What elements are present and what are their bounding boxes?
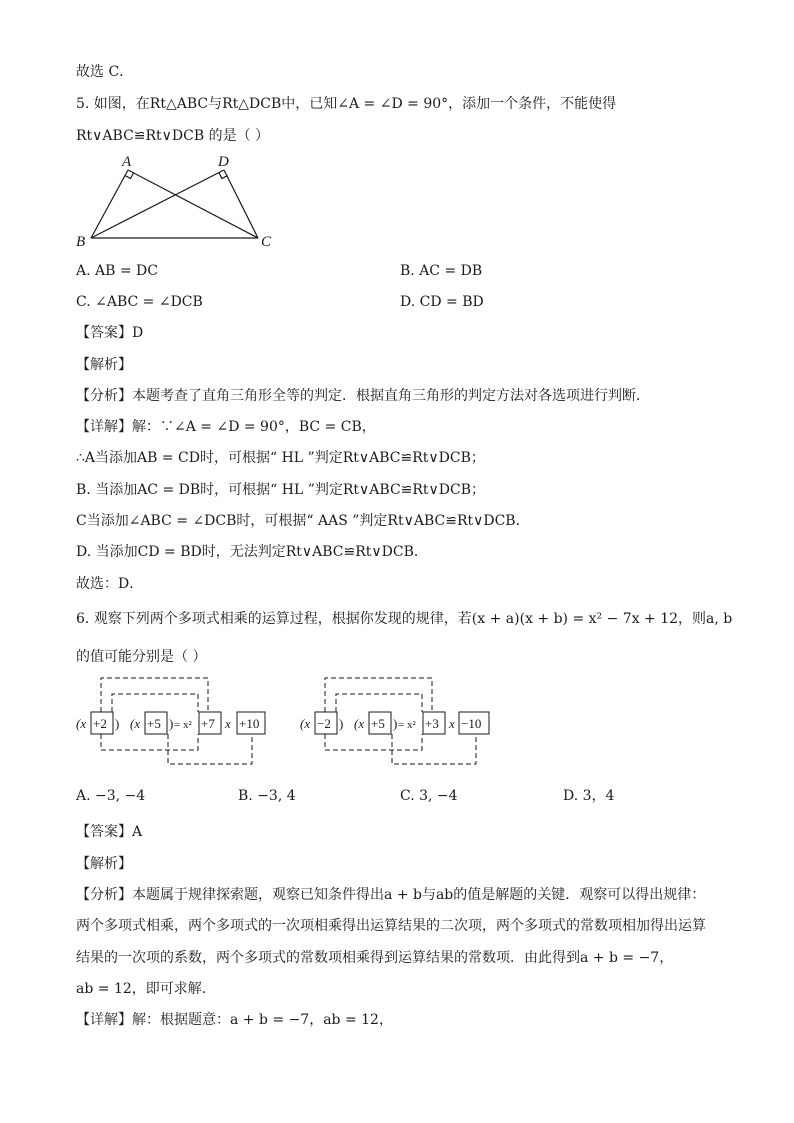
q5-detail-c: C当添加∠ABC = ∠DCB时，可根据“ AAS ”判定Rt∨ABC≌Rt∨DCB． (76, 513, 530, 529)
q6-option-b: B. −3, 4 (238, 788, 296, 804)
q5-conclusion: 故选：D． (76, 576, 144, 592)
vertex-label-B: B (76, 234, 86, 250)
svg-text:): ) (393, 716, 398, 731)
q6-option-a: A. −3, −4 (76, 788, 146, 804)
q6-right-figure (294, 672, 504, 772)
q5-answer: 【答案】D (76, 325, 144, 341)
q6-option-c: C. 3, −4 (400, 788, 458, 804)
svg-text:(x: (x (300, 716, 311, 731)
q5-detail: 【详解】解：∵∠A = ∠D = 90°，BC = CB， (76, 419, 376, 435)
svg-text:+5: +5 (147, 716, 161, 731)
q5-option-b: B. AC = DB (400, 263, 483, 279)
q6-answer: 【答案】A (76, 824, 143, 840)
q5-analysis: 【分析】本题考查了直角三角形全等的判定．根据直角三角形的判定方法对各选项进行判断． (76, 388, 650, 404)
svg-text:−10: −10 (461, 716, 482, 731)
q6-analysis-line2: 两个多项式相乘，两个多项式的一次项相乘得出运算结果的二次项，两个多项式的常数项相加得出运算 (76, 918, 706, 934)
svg-text:): ) (339, 716, 344, 731)
svg-text:+2: +2 (93, 716, 107, 731)
q6-analysis-line4: ab = 12，即可求解． (76, 981, 216, 997)
previous-conclusion: 故选 C． (76, 64, 134, 80)
q6-stem-line1: 6. 观察下列两个多项式相乘的运算过程，根据你发现的规律，若(x + a)(x + b) = x² − 7x + 12，则a, b (76, 611, 733, 627)
q6-analysis-title: 【解析】 (76, 856, 132, 872)
q5-option-c: C. ∠ABC = ∠DCB (76, 294, 203, 310)
q6-analysis-line1: 【分析】本题属于规律探索题，观察已知条件得出a + b与ab的值是解题的关键．观察可以得出规律： (76, 887, 706, 903)
svg-text:x: x (449, 716, 455, 731)
q5-stem-line1: 5. 如图，在Rt△ABC与Rt△DCB中，已知∠A = ∠D = 90°，添加一个条件，不能使得 (76, 96, 617, 112)
q6-detail: 【详解】解：根据题意：a + b = −7，ab = 12， (76, 1012, 393, 1028)
svg-text:= x²: = x² (398, 719, 416, 731)
segment-DC (224, 170, 258, 238)
q5-stem-line2: Rt∨ABC≌Rt∨DCB 的是（ ） (76, 128, 270, 144)
svg-text:x: x (225, 716, 231, 731)
svg-text:): ) (115, 716, 120, 731)
q6-analysis-line3: 结果的一次项的系数，两个多项式的常数项相乘得到运算结果的常数项．由此得到a + b = −7， (76, 950, 674, 966)
q5-detail-d: D. 当添加CD = BD时，无法判定Rt∨ABC≌Rt∨DCB． (76, 544, 428, 560)
q5-analysis-title: 【解析】 (76, 357, 132, 373)
segment-AB (91, 170, 128, 238)
q5-detail-b: B. 当添加AC = DB时，可根据“ HL ”判定Rt∨ABC≌Rt∨DCB； (76, 482, 486, 498)
q5-option-d: D. CD = BD (400, 294, 484, 310)
vertex-label-C: C (261, 234, 272, 250)
q5-triangle-figure (70, 150, 290, 255)
svg-text:(x: (x (76, 716, 87, 731)
q6-stem-line2: 的值可能分别是（ ） (76, 649, 207, 665)
svg-text:+3: +3 (425, 716, 439, 731)
svg-text:= x²: = x² (174, 719, 192, 731)
svg-text:(x: (x (354, 716, 365, 731)
segment-AC (128, 170, 258, 238)
svg-text:+7: +7 (201, 716, 215, 731)
vertex-label-A: A (122, 154, 132, 170)
svg-text:+10: +10 (239, 716, 260, 731)
vertex-label-D: D (218, 154, 229, 170)
svg-text:−2: −2 (317, 716, 331, 731)
svg-text:): ) (169, 716, 174, 731)
q5-option-a: A. AB = DC (76, 263, 158, 279)
q6-option-d: D. 3，4 (563, 788, 615, 804)
svg-text:+5: +5 (371, 716, 385, 731)
svg-text:(x: (x (130, 716, 141, 731)
q5-detail-a: ∴A当添加AB = CD时，可根据“ HL ”判定Rt∨ABC≌Rt∨DCB； (76, 450, 485, 466)
q6-left-figure (70, 672, 275, 772)
segment-DB (91, 170, 224, 238)
